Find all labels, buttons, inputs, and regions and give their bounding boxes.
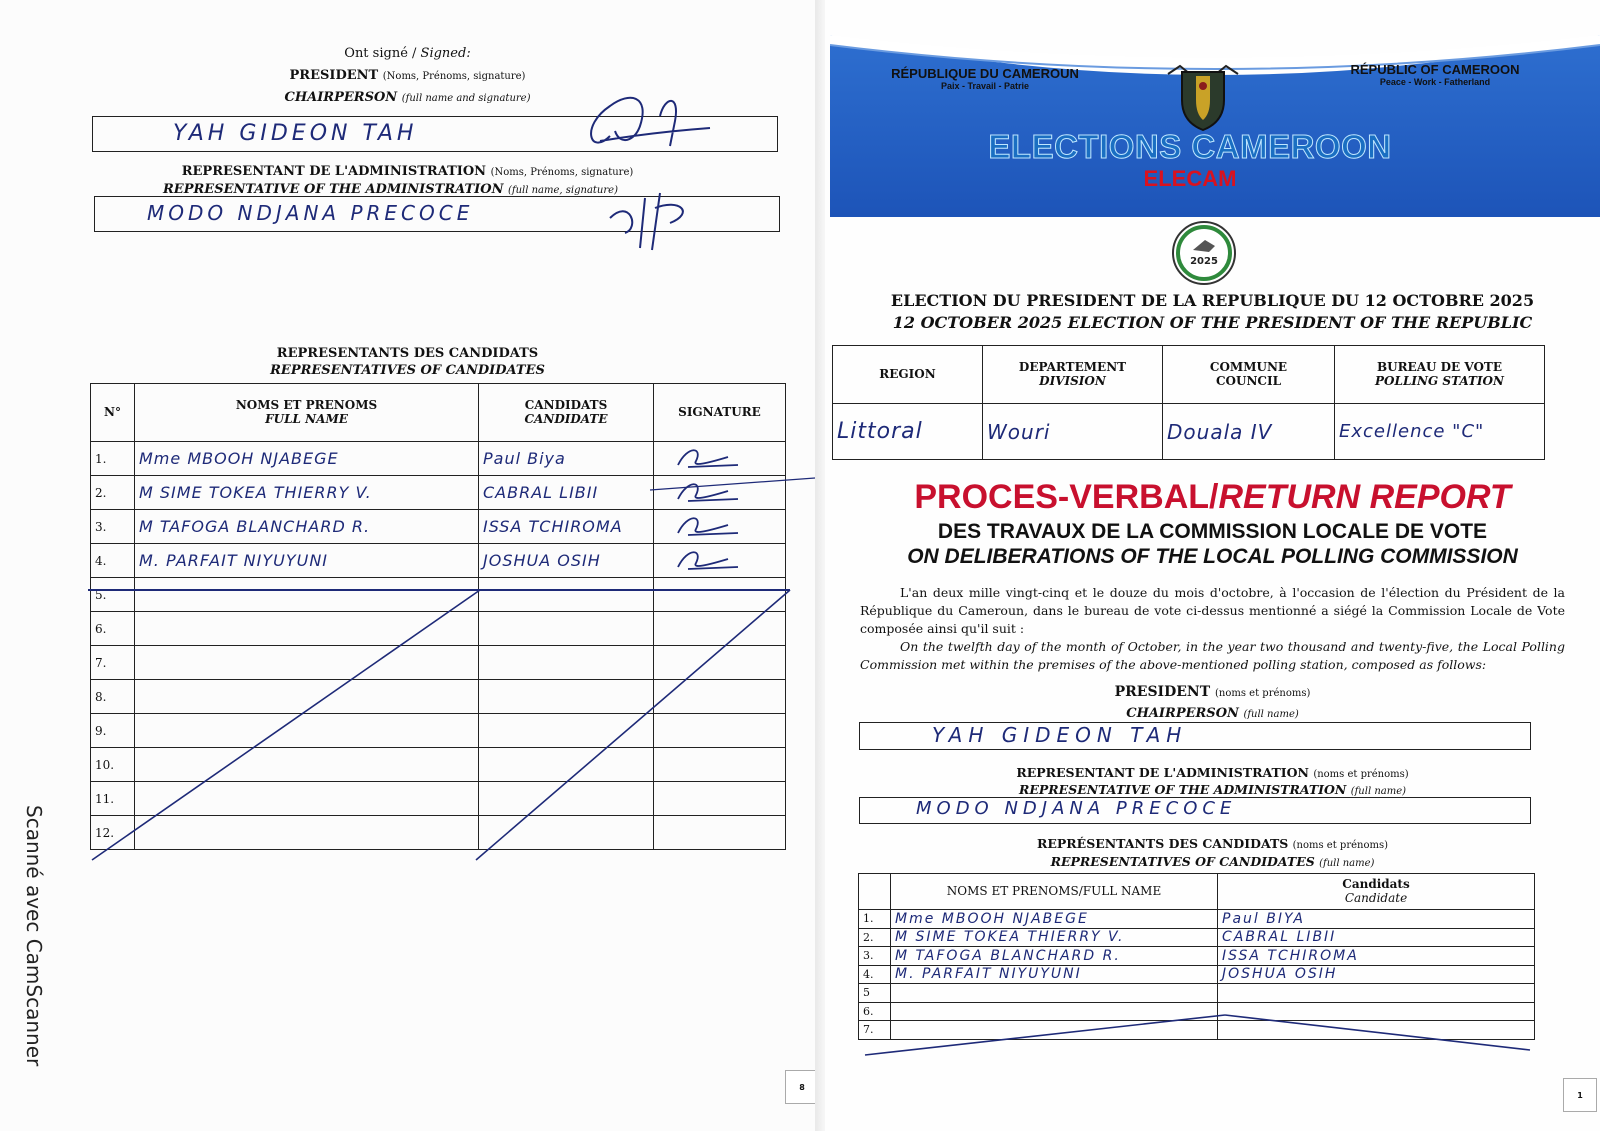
- seal-year: 2025: [1190, 256, 1218, 267]
- col-number-header: N°: [91, 384, 135, 442]
- cell-num: 6.: [859, 1002, 891, 1021]
- cell-candidate: Paul Biya: [479, 442, 654, 476]
- right-page-number: 1: [1563, 1078, 1597, 1112]
- election-title-fr: ELECTION DU PRESIDENT DE LA REPUBLIQUE DU 12 OCTOBRE 2025: [890, 291, 1535, 310]
- cell-num: 7.: [91, 646, 135, 680]
- admin-fr-note: (Noms, Prénoms, signature): [490, 167, 634, 178]
- report-subtitle-en: ON DELIBERATIONS OF THE LOCAL POLLING COMMISSION: [907, 545, 1518, 568]
- admin-en-note: (full name, signature): [508, 185, 618, 196]
- cell-candidate: Paul BIYA: [1218, 910, 1535, 929]
- division-header-en: DIVISION: [1039, 373, 1106, 388]
- camscanner-watermark: Scanné avec CamScanner: [22, 805, 46, 1067]
- president-en-text: CHAIRPERSON: [284, 90, 398, 105]
- reps-en-right-text: REPRESENTATIVES OF CANDIDATES: [1050, 854, 1315, 869]
- president-fr-right-text: PRESIDENT: [1114, 684, 1211, 700]
- reps-heading-en: REPRESENTATIVES OF CANDIDATES: [270, 363, 545, 378]
- col-name-header-en: FULL NAME: [265, 411, 348, 426]
- cell-num: 4.: [91, 544, 135, 578]
- cell-num: 2.: [91, 476, 135, 510]
- reps-en-right-note: (full name): [1319, 858, 1375, 869]
- cell-candidate: ISSA TCHIROMA: [479, 510, 654, 544]
- division-value: Wouri: [983, 404, 1163, 460]
- cell-num: 10.: [91, 748, 135, 782]
- col-candidate-header-en: CANDIDATE: [524, 411, 608, 426]
- cell-num: 3.: [859, 947, 891, 966]
- cell-num: 9.: [91, 714, 135, 748]
- region-value: Littoral: [833, 404, 983, 460]
- reps-fr-right-text: REPRÉSENTANTS DES CANDIDATS: [1036, 836, 1289, 851]
- cell-name: Mme MBOOH NJABEGE: [891, 910, 1218, 929]
- col-candidate-header-fr: CANDIDATS: [524, 397, 608, 412]
- admin-en-right-text: REPRESENTATIVE OF THE ADMINISTRATION: [1018, 782, 1347, 797]
- admin-fr-right-text: REPRESENTANT DE L'ADMINISTRATION: [1016, 765, 1309, 780]
- president-name: YAH GIDEON TAH: [173, 121, 418, 146]
- rep-candidate-header-en: Candidate: [1344, 890, 1408, 905]
- admin-en-right-note: (full name): [1350, 786, 1407, 797]
- motto-fr: Paix - Travail - Patrie: [940, 81, 1030, 91]
- cell-num: 12.: [91, 816, 135, 850]
- cell-num: 2.: [859, 928, 891, 947]
- cell-num: 7.: [859, 1021, 891, 1040]
- cell-num: 6.: [91, 612, 135, 646]
- president-en-right-note: (full name): [1243, 709, 1299, 720]
- left-page-number: 8: [785, 1070, 815, 1104]
- signature-stroke: [650, 478, 815, 490]
- cell-name: M TAFOGA BLANCHARD R.: [135, 510, 479, 544]
- right-page: [825, 0, 1600, 1131]
- intro-paragraph-fr: L'an deux mille vingt-cinq et le douze du mois d'octobre, à l'occasion de l'élection du Président de la République du Cameroun, dans le bureau de vote ci-dessus mentionné a siégé la Commission Locale de Vote composée ainsi qu'il suit :: [860, 585, 1565, 636]
- cell-name: M SIME TOKEA THIERRY V.: [135, 476, 479, 510]
- cell-name: M TAFOGA BLANCHARD R.: [891, 947, 1218, 966]
- cell-num: 11.: [91, 782, 135, 816]
- admin-name: MODO NDJANA PRECOCE: [147, 201, 474, 225]
- rep-candidate-header-fr: Candidats: [1342, 876, 1410, 891]
- brand-acronym: ELECAM: [1143, 166, 1237, 191]
- report-title-fr: PROCES-VERBAL/: [914, 478, 1219, 516]
- council-header-en: COUNCIL: [1215, 373, 1282, 388]
- cell-num: 8.: [91, 680, 135, 714]
- president-fr-note: (Noms, Prénoms, signature): [382, 71, 526, 82]
- election-title-en: 12 OCTOBER 2025 ELECTION OF THE PRESIDENT OF THE REPUBLIC: [892, 313, 1533, 332]
- cell-name: Mme MBOOH NJABEGE: [135, 442, 479, 476]
- signed-heading-en: Signed:: [420, 46, 471, 61]
- cell-name: M. PARFAIT NIYUYUNI: [135, 544, 479, 578]
- state-en: RÉPUBLIC OF CAMEROON: [1350, 62, 1520, 77]
- cell-candidate: JOSHUA OSIH: [479, 544, 654, 578]
- page-spine: [815, 0, 825, 1131]
- strike-diagonal-left: [92, 590, 480, 860]
- president-en-note: (full name and signature): [401, 93, 531, 104]
- station-header-fr: BUREAU DE VOTE: [1376, 359, 1503, 374]
- cell-candidate: CABRAL LIBII: [479, 476, 654, 510]
- admin-en-text: REPRESENTATIVE OF THE ADMINISTRATION: [163, 182, 504, 197]
- president-name-right: YAH GIDEON TAH: [932, 723, 1188, 747]
- strike-diagonal-right-page-left: [865, 1015, 1225, 1055]
- cell-name: M SIME TOKEA THIERRY V.: [891, 928, 1218, 947]
- intro-paragraph-en: On the twelfth day of the month of October, in the year two thousand and twenty-five, the Local Polling Commission met within the premises of the above-mentioned polling station, composed as follows:: [860, 639, 1565, 672]
- cell-num: 3.: [91, 510, 135, 544]
- cell-candidate: JOSHUA OSIH: [1218, 965, 1535, 984]
- president-fr-right-note: (noms et prénoms): [1215, 688, 1311, 699]
- cell-candidate: ISSA TCHIROMA: [1218, 947, 1535, 966]
- cell-num: 1.: [859, 910, 891, 929]
- cell-candidate: CABRAL LIBII: [1218, 928, 1535, 947]
- admin-fr-text: REPRESENTANT DE L'ADMINISTRATION: [181, 164, 487, 179]
- signed-heading-fr: Ont signé /: [344, 46, 417, 61]
- cell-num: 5.: [91, 578, 135, 612]
- cell-num: 5: [859, 984, 891, 1003]
- reps-heading-fr: REPRESENTANTS DES CANDIDATS: [276, 346, 539, 361]
- council-header-fr: COMMUNE: [1209, 359, 1288, 374]
- col-name-header-fr: NOMS ET PRENOMS: [235, 397, 378, 412]
- report-subtitle-fr: DES TRAVAUX DE LA COMMISSION LOCALE DE VOTE: [937, 520, 1488, 543]
- division-header-fr: DEPARTEMENT: [1018, 359, 1127, 374]
- state-fr: RÉPUBLIQUE DU CAMEROUN: [891, 66, 1079, 81]
- col-signature-header: SIGNATURE: [654, 384, 786, 442]
- strike-diagonal-right: [476, 590, 790, 860]
- admin-name-right: MODO NDJANA PRECOCE: [916, 798, 1237, 819]
- right-strike-lines: [825, 0, 1600, 1131]
- strike-diagonal-right-page-right: [1225, 1015, 1530, 1050]
- cell-num: 4.: [859, 965, 891, 984]
- president-fr-text: PRESIDENT: [289, 68, 379, 83]
- report-title-en: RETURN REPORT: [1218, 478, 1511, 516]
- station-value: Excellence "C": [1335, 404, 1545, 460]
- admin-fr-right-note: (noms et prénoms): [1313, 769, 1409, 780]
- cell-num: 1.: [91, 442, 135, 476]
- reps-fr-right-note: (noms et prénoms): [1292, 840, 1389, 851]
- council-value: Douala IV: [1163, 404, 1335, 460]
- station-header-en: POLLING STATION: [1375, 373, 1504, 388]
- president-en-right-text: CHAIRPERSON: [1126, 706, 1239, 721]
- motto-en: Peace - Work - Fatherland: [1379, 77, 1491, 87]
- cell-name: M. PARFAIT NIYUYUNI: [891, 965, 1218, 984]
- brand-title: ELECTIONS CAMEROON: [988, 128, 1392, 165]
- rep-name-header: NOMS ET PRENOMS/FULL NAME: [891, 874, 1218, 910]
- region-header: REGION: [833, 346, 983, 404]
